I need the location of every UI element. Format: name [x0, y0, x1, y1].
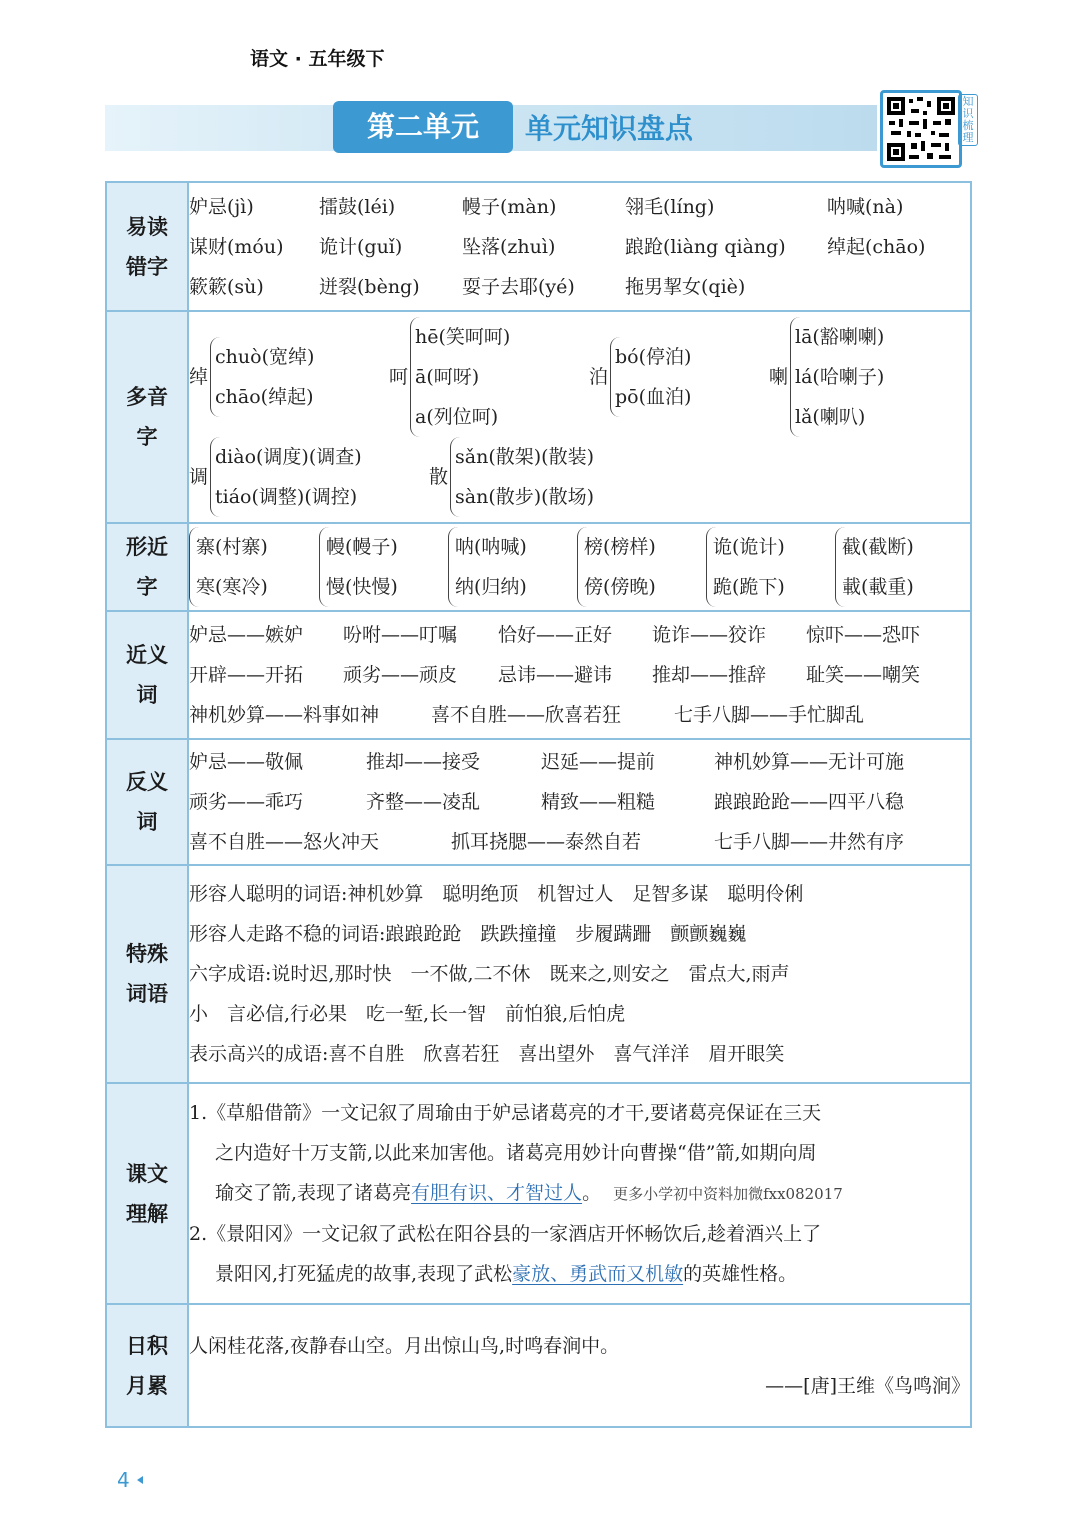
special-words-line: 小 言必信,行必果 吃一堑,长一智 前怕狼,后怕虎 [189, 1003, 626, 1025]
comprehension-text: 景阳冈,打死猛虎的故事,表现了武松 [215, 1263, 513, 1285]
comprehension-text: 的英雄性格。 [683, 1263, 798, 1285]
qr-code-icon [883, 93, 959, 165]
word-item: 迸裂(bèng) [319, 275, 420, 298]
qr-code[interactable] [880, 90, 962, 168]
polyphone-reading: diào(调度)(调查) [215, 446, 362, 468]
antonym-item: 推却——接受 [366, 751, 481, 773]
synonym-row [189, 655, 970, 695]
antonym-item: 精致——粗糙 [541, 791, 656, 813]
antonym-row [189, 782, 970, 822]
antonym-row [189, 822, 970, 862]
polyphone-reading: lǎ(喇叭) [795, 406, 866, 428]
polyphone-row [189, 317, 970, 437]
polyphone-reading: tiáo(调整)(调控) [215, 486, 358, 508]
section-label: 日积月累 [126, 1333, 168, 1398]
polyphone-reading: lá(哈喇子) [795, 366, 885, 388]
polyphone-reading: a(列位呵) [415, 406, 499, 428]
polyphone-reading: pō(血泊) [615, 386, 692, 408]
polyphone-reading: ā(呵呀) [415, 366, 480, 388]
special-words-line: 表示高兴的成语:喜不自胜 欣喜若狂 喜出望外 喜气洋洋 眉开眼笑 [189, 1043, 785, 1065]
synonym-item: 七手八脚——手忙脚乱 [674, 704, 865, 726]
similar-char: 榜(榜样) [584, 536, 656, 558]
polyphone-group [589, 337, 769, 417]
similar-char: 呐(呐喊) [455, 536, 527, 558]
antonym-item: 七手八脚——井然有序 [714, 831, 905, 853]
polyphone-group [389, 317, 589, 437]
polyphone-reading: sǎn(散架)(散装) [455, 446, 594, 468]
section-label: 易读错字 [126, 214, 168, 279]
similar-char: 傍(傍晚) [584, 576, 656, 598]
polyphone-char: 调 [189, 466, 209, 488]
book-title: 语文 · 五年级下 [250, 48, 385, 70]
word-item: 谋财(móu) [189, 235, 284, 258]
comprehension-line: 1.《草船借箭》一文记叙了周瑜由于妒忌诸葛亮的才干,要诸葛亮保证在三天 [189, 1102, 822, 1124]
page-number: 4 [117, 1468, 130, 1492]
polyphone-char: 呵 [389, 366, 409, 388]
synonym-item: 开辟——开拓 [189, 664, 304, 686]
section-label: 多音字 [126, 385, 168, 449]
section-xingjin [106, 523, 971, 611]
polyphone-group [189, 437, 429, 517]
comprehension-line: 2.《景阳冈》一文记叙了武松在阳谷县的一家酒店开怀畅饮后,趁着酒兴上了 [189, 1223, 822, 1245]
section-label: 近义词 [126, 643, 168, 707]
polyphone-reading: chāo(绰起) [215, 386, 314, 408]
section-jinyi [106, 611, 971, 739]
word-item: 绰起(chāo) [827, 235, 926, 258]
qr-label: 知识梳理 [958, 94, 978, 146]
similar-chars-row [189, 527, 970, 607]
poem-source: ——[唐]王维《鸟鸣涧》 [765, 1374, 970, 1397]
comprehension-line: 之内造好十万支箭,以此来加害他。诸葛亮用妙计向曹操“借”箭,如期向周 [215, 1142, 817, 1164]
comprehension-line [189, 1254, 970, 1294]
highlight-phrase: 有胆有识、才智过人 [411, 1182, 583, 1204]
section-fanyi [106, 739, 971, 865]
synonym-item: 忌讳——避讳 [498, 664, 613, 686]
similar-char: 寒(寒冷) [196, 576, 268, 598]
antonym-item: 迟延——提前 [541, 751, 656, 773]
polyphone-char: 喇 [769, 366, 789, 388]
word-item: 妒忌(jì) [189, 195, 254, 218]
similar-char: 诡(诡计) [713, 536, 785, 558]
similar-pair [319, 527, 448, 607]
word-row [189, 187, 970, 227]
word-item: 拖男挈女(qiè) [625, 275, 746, 298]
watermark: 更多小学初中资料加微fxx082017 [613, 1185, 843, 1203]
antonym-item: 抓耳挠腮——泰然自若 [451, 831, 642, 853]
polyphone-group [769, 317, 884, 437]
special-words-line: 六字成语:说时迟,那时快 一不做,二不休 既来之,则安之 雷点大,雨声 [189, 963, 790, 985]
word-item: 呐喊(nà) [827, 195, 904, 218]
knowledge-table [105, 181, 972, 1428]
polyphone-reading: hē(笑呵呵) [415, 326, 511, 348]
polyphone-reading: sàn(散步)(散场) [455, 486, 594, 508]
synonym-item: 恰好——正好 [498, 624, 613, 646]
similar-pair [189, 527, 319, 607]
polyphone-reading: bó(停泊) [615, 346, 692, 368]
poem-text: 人闲桂花落,夜静春山空。月出惊山鸟,时鸣春涧中。 [189, 1334, 620, 1357]
word-row [189, 267, 970, 307]
section-kewen [106, 1083, 971, 1304]
polyphone-reading: chuò(宽绰) [215, 346, 315, 368]
comprehension-text: 瑜交了箭,表现了诸葛亮 [215, 1182, 412, 1204]
similar-pair [706, 527, 835, 607]
antonym-item: 喜不自胜——怒火冲天 [189, 831, 380, 853]
synonym-item: 耻笑——嘲笑 [806, 664, 921, 686]
synonym-item: 诡诈——狡诈 [652, 624, 767, 646]
special-words-line: 形容人聪明的词语:神机妙算 聪明绝顶 机智过人 足智多谋 聪明伶俐 [189, 883, 804, 905]
similar-char: 載(載重) [842, 576, 914, 598]
similar-char: 跪(跪下) [713, 576, 785, 598]
word-row [189, 227, 970, 267]
unit-number: 第二单元 [333, 101, 513, 153]
section-duoyin [106, 311, 971, 523]
word-item: 坠落(zhuì) [462, 235, 556, 258]
polyphone-reading: lā(豁喇喇) [795, 326, 885, 348]
unit-title: 单元知识盘点 [525, 112, 694, 145]
section-teshu [106, 865, 971, 1083]
section-riji [106, 1304, 971, 1427]
synonym-item: 喜不自胜——欣喜若狂 [431, 704, 622, 726]
similar-char: 寨(村寨) [196, 536, 268, 558]
synonym-item: 吩咐——叮嘱 [343, 624, 458, 646]
synonym-item: 推却——推辞 [652, 664, 767, 686]
polyphone-char: 绰 [189, 366, 209, 388]
word-item: 踉跄(liàng qiàng) [625, 235, 786, 258]
synonym-item: 神机妙算——料事如神 [189, 704, 380, 726]
word-item: 诡计(guǐ) [319, 235, 403, 258]
word-item: 耍子去耶(yé) [462, 275, 575, 298]
synonym-row [189, 695, 970, 735]
word-item: 擂鼓(léi) [319, 195, 396, 218]
similar-char: 慢(快慢) [326, 576, 398, 598]
polyphone-char: 泊 [589, 366, 609, 388]
antonym-item: 齐整——凌乱 [366, 791, 481, 813]
special-words-line: 形容人走路不稳的词语:踉踉跄跄 跌跌撞撞 步履蹒跚 颤颤巍巍 [189, 923, 747, 945]
comprehension-line [189, 1173, 970, 1214]
similar-pair [448, 527, 577, 607]
synonym-item: 顽劣——顽皮 [343, 664, 458, 686]
synonym-item: 妒忌——嫉妒 [189, 624, 304, 646]
comprehension-text: 。 [582, 1182, 602, 1204]
antonym-item: 踉踉跄跄——四平八稳 [714, 791, 905, 813]
word-item: 幔子(màn) [462, 195, 557, 218]
synonym-item: 惊吓——恐吓 [806, 624, 921, 646]
antonym-item: 妒忌——敬佩 [189, 751, 304, 773]
highlight-phrase: 豪放、勇武而又机敏 [512, 1263, 684, 1285]
polyphone-group [429, 437, 594, 517]
section-label: 特殊词语 [126, 942, 168, 1006]
similar-pair [835, 527, 914, 607]
page-arrow-icon [137, 1476, 143, 1484]
similar-char: 纳(归纳) [455, 576, 527, 598]
polyphone-row [189, 437, 970, 517]
word-item: 翎毛(líng) [625, 195, 715, 218]
antonym-row [189, 742, 970, 782]
antonym-item: 神机妙算——无计可施 [714, 751, 905, 773]
similar-char: 截(截断) [842, 536, 914, 558]
word-item: 簌簌(sù) [189, 275, 264, 298]
synonym-row [189, 615, 970, 655]
section-label: 形近字 [126, 535, 168, 599]
section-label: 反义词 [126, 770, 168, 834]
antonym-item: 顽劣——乖巧 [189, 791, 304, 813]
polyphone-group [189, 337, 389, 417]
polyphone-char: 散 [429, 466, 449, 488]
similar-char: 幔(幔子) [326, 536, 398, 558]
similar-pair [577, 527, 706, 607]
section-yidu [106, 182, 971, 311]
section-label: 课文理解 [126, 1161, 168, 1226]
